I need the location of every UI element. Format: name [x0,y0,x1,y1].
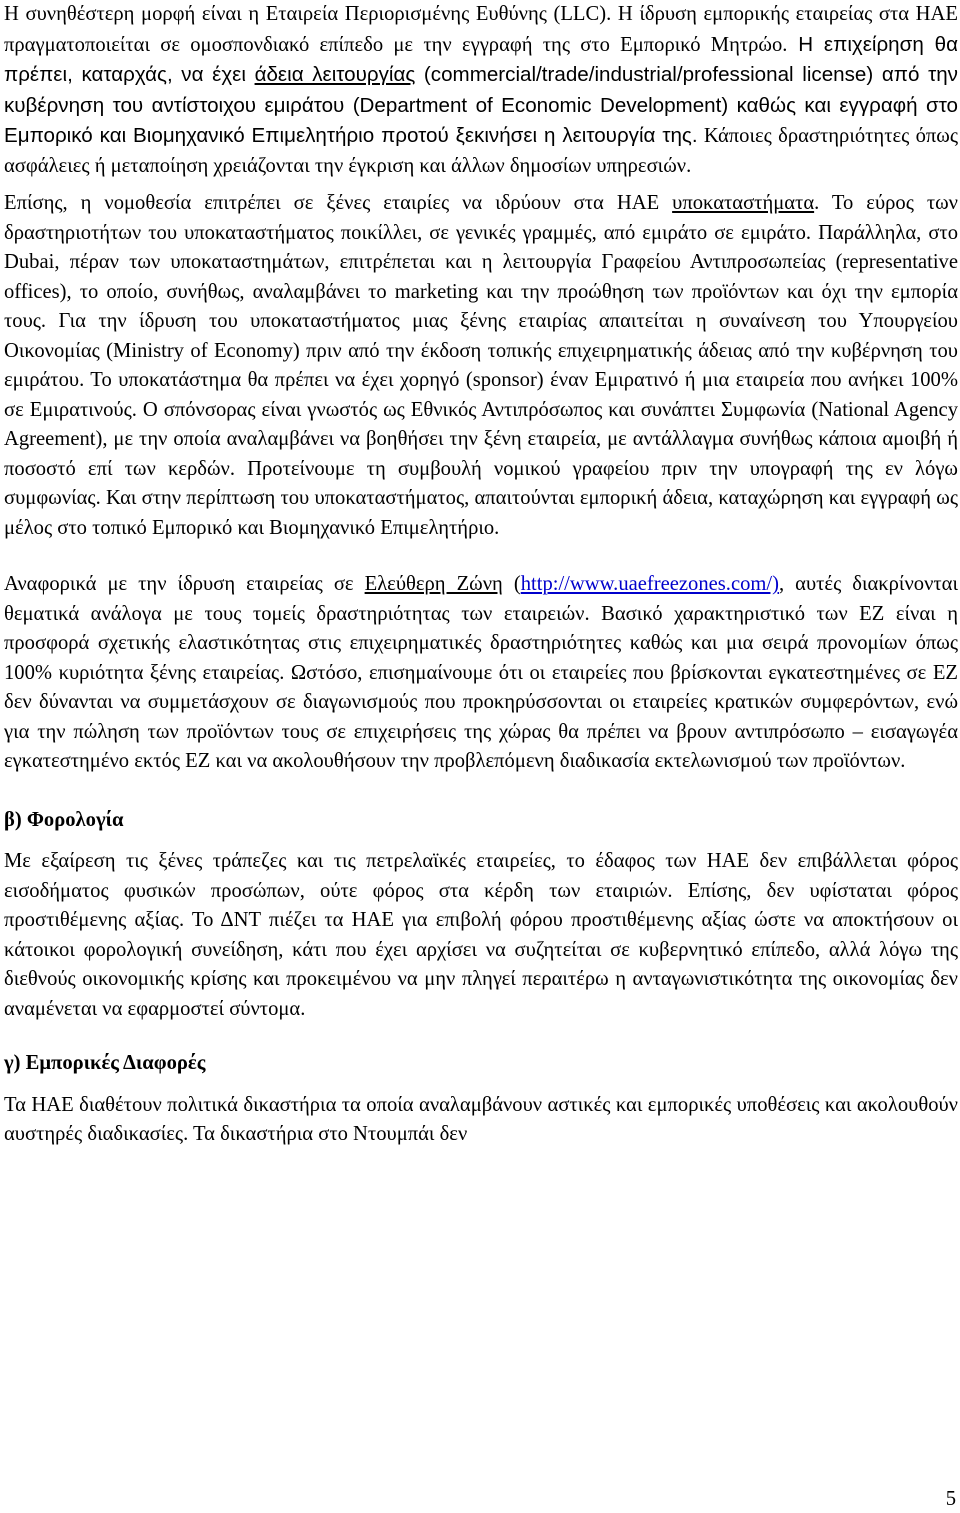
para4-part1: Με εξαίρεση τις ξένες τράπεζες και τις πετρελαϊκές εταιρείες, το έδαφος των ΗΑΕ δεν επιβάλλεται φόρος εισοδήματος φυσικών προσώπων, ούτε φόρος στα κέρδη των εταιριών. Επίσης, δεν υφίσταται φόρος προστιθέμενης αξίας. Το [4,850,958,931]
para2-part4: Για την ίδρυση του υποκαταστήματος μιας ξένης εταιρίας απαιτείται η συναίνεση του Υπουργείου Οικονομίας (Ministry of Economy) πριν από την έκδοση τοπικής επιχειρηματικής άδειας από την κυβέρνηση του εμιράτου. [4,310,958,391]
para3-part1: Αναφορικά με την ίδρυση εταιρείας σε [4,573,365,595]
para2-part7: Προτείνουμε τη συμβουλή νομικού γραφείου πριν την υπογραφή της εν λόγω συμφωνίας. [4,457,958,509]
para1-part3a: της στο Εμπορικό Μητρώο. [542,33,788,56]
free-zones-url-link[interactable]: http://www.uaefreezones.com/) [520,573,779,595]
para2-part6: Ο σπόνσορας είναι γνωστός ως Εθνικός Αντιπρόσωπος και συνάπτει Συμφωνία (National Agency Agreement), με την οποία αναλαμβάνει να βοηθήσει την ξένη εταιρεία, με αντάλλαγμα συνήθως κάποια αμοιβή ή ποσοστό επί των κερδών. [4,398,958,480]
paragraph-branches [4,189,958,543]
paragraph-free-zones [4,570,958,777]
imf-abbreviation: ΔΝΤ [220,909,261,931]
para2-part1: Επίσης, η νομοθεσία επιτρέπει σε ξένες εταιρίες να ιδρύουν στα ΗΑΕ [4,192,673,214]
para3-part2: ( [502,573,521,595]
paragraph-company-forms [4,0,958,181]
para4-part2: πιέζει τα ΗΑΕ για επιβολή φόρου προστιθέμενης αξίας ώστε να αποκτήσουν οι κάτοικοι φορολογική συνείδηση, κάτι που έχει αρχίσει να συζητείται σε κυβερνητικό επίπεδο, αλλά λόγω της διεθνούς οικονομικής κρίσης και προκειμένου να μην πληγεί περαιτέρω η ανταγωνιστικότητα της οικονομίας δεν αναμένεται να εφαρμοστεί σύντομα. [4,909,959,1020]
para2-part8: Και στην περίπτωση του υποκαταστήματος, απαιτούνται εμπορική άδεια, καταχώρηση και εγγραφή ως μέλος στο τοπικό Εμπορικό και Βιομηχανικό Επιμελητήριο. [4,487,958,539]
section-heading-commercial-disputes: γ) Εμπορικές Διαφορές [4,1052,206,1074]
license-link[interactable]: άδεια λειτουργίας [254,63,416,86]
para1-part5: Κάποιες δραστηριότητες όπως ασφάλειες ή μεταποίηση χρειάζονται την έγκριση και άλλων δημοσίων υπηρεσιών. [4,125,958,177]
para2-part3: Παράλληλα, στο Dubai, πέραν των υποκαταστημάτων, επιτρέπεται και η λειτουργία Γραφείου Αντιπροσωπείας (representative offices), το οποίο, συνήθως, αναλαμβάνει το marketing και την προώθηση των προϊόντων και όχι την εμπορία τους. [4,221,959,332]
para1-line1: Η συνηθέστερη μορφή είναι η Εταιρεία Περιορισμένης Ευθύνης (LLC). Η ίδρυση [4,3,697,25]
section-heading-taxation: β) Φορολογία [4,808,124,831]
branches-link[interactable]: υποκαταστήματα [672,192,815,214]
paragraph-courts: Τα ΗΑΕ διαθέτουν πολιτικά δικαστήρια τα οποία αναλαμβάνουν αστικές και εμπορικές υποθέσεις και ακολουθούν αυστηρές διαδικασίες. Τα δικαστήρια στο Ντουμπάι δεν [4,1093,958,1145]
para1-part3b: Η επιχείρηση θα πρέπει, καταρχάς, να έχει [4,32,958,86]
para2-part5: Το υποκατάστημα θα πρέπει να έχει χορηγό (sponsor) έναν Εμιρατινό ή μια εταιρεία που ανήκει 100% σε Εμιρατινούς. [4,369,958,421]
paragraph-taxation [4,847,958,1024]
para2-part2: . Το εύρος των δραστηριοτήτων του υποκαταστήματος ποικίλλει, σε γενικές γραμμές, από εμιράτο σε εμιράτο. [4,192,958,244]
para1-part4: (commercial/trade/industrial/professional license) από την κυβέρνηση του αντίστοιχου εμιράτου (Department of Economic Development) καθώς και εγγραφή στο Εμπορικό και Βιομηχανικό Επιμελητήριο προτού ξεκινήσει η λειτουργία της. [4,63,958,147]
para3-part3: , αυτές διακρίνονται θεματικά ανάλογα με τους τομείς δραστηριότητας των εταιρειών. Βασικό χαρακτηριστικό των ΕΖ είναι η προσφορά σχετικής ελαστικότητας στις επιχειρηματικές δραστηριότητες καθώς και μια σειρά προνομίων όπως 100% κυριότητα ξένης εταιρείας. Ωστόσο, επισημαίνουμε ότι οι εταιρείες που βρίσκονται εγκατεστημένες σε ΕΖ δεν δύνανται να συμμετάσχουν σε διαγωνισμούς που προκηρύσσονται οι εταιρείες κρατικών συμφερόντων, ενώ για την πώληση των προϊόντων τους σε επιχειρήσεις της χώρας θα πρέπει να βρουν αντιπρόσωπο – εισαγωγέα εγκατεστημένο εκτός ΕΖ και να ακολουθήσουν την προβλεπόμενη διαδικασία εκτελωνισμού των προϊόντων. [4,573,958,772]
page-number: 5 [945,1488,956,1510]
para1-line2: εμπορικής εταιρείας στα ΗΑΕ πραγματοποιείται σε ομοσπονδιακό επίπεδο με την εγγραφή [4,3,958,56]
free-zone-link[interactable]: Ελεύθερη Ζώνη [364,573,503,595]
